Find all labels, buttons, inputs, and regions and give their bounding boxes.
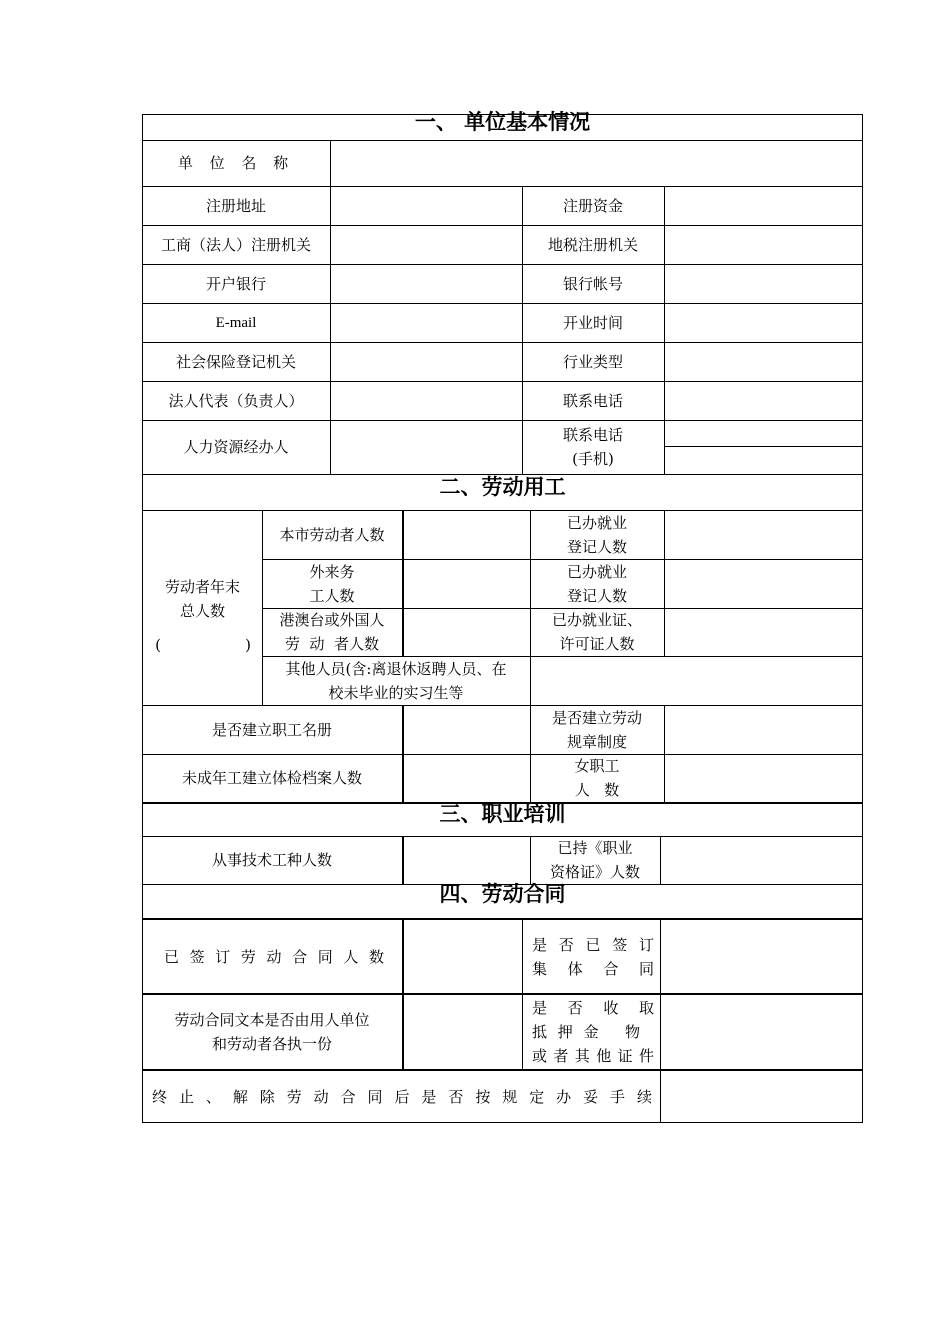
- label-reg-count-2-line2: 登记人数: [566, 586, 627, 605]
- label-reg-count-2-line1: 已办就业: [566, 562, 627, 581]
- label-rules: [530, 705, 664, 754]
- field-phone[interactable]: [665, 382, 862, 420]
- label-outside-workers-line1: 外来务: [309, 562, 355, 581]
- label-unit-name: 单 位 名 称: [177, 154, 295, 172]
- field-local-workers[interactable]: [404, 511, 530, 559]
- label-contract-copies-line1: 劳动合同文本是否由用人单位: [174, 1011, 370, 1029]
- field-roster[interactable]: [404, 706, 530, 754]
- label-collective-contract: [532, 920, 654, 993]
- field-deposit[interactable]: [661, 995, 862, 1069]
- field-legal-rep[interactable]: [331, 382, 522, 420]
- label-email: E-mail: [215, 314, 257, 331]
- field-minor-exam[interactable]: [404, 755, 530, 802]
- label-deposit: [532, 995, 654, 1069]
- label-permit-count: [530, 608, 664, 656]
- field-bank[interactable]: [331, 265, 522, 303]
- label-foreign-workers-line2: 劳 动 者人数: [284, 635, 380, 653]
- field-reg-count-1[interactable]: [665, 511, 862, 559]
- label-permit-count-line1: 已办就业证、: [551, 611, 642, 629]
- label-other-workers-line2: 校未毕业的实习生等: [328, 683, 464, 702]
- total-paren-close: ): [245, 636, 251, 654]
- total-paren-open: (: [155, 636, 161, 654]
- label-deposit-line2: 抵押金 物: [532, 1023, 640, 1041]
- label-biz-reg-authority: 工商（法人）注册机关: [160, 235, 311, 254]
- label-collective-contract-line1: 是否已签订: [532, 935, 654, 954]
- rule: [522, 918, 523, 1070]
- label-other-workers-line1: 其他人员(含:离退休返聘人员、在: [285, 659, 507, 678]
- label-rules-line2: 规章制度: [566, 732, 627, 751]
- label-cert-holders-line2: 资格证》人数: [549, 863, 640, 881]
- label-cert-holders-line1: 已持《职业: [557, 839, 633, 857]
- label-reg-count-1-line1: 已办就业: [566, 513, 627, 532]
- label-other-workers: [262, 656, 530, 705]
- label-termination-text: 终止、解除劳动合同后是否按规定办妥手续: [152, 1087, 652, 1106]
- field-foreign-workers[interactable]: [404, 609, 530, 656]
- section-title-labor-employment: 二、劳动用工: [439, 475, 566, 499]
- label-hr-agent: 人力资源经办人: [183, 438, 289, 456]
- label-reg-capital: 注册资金: [562, 196, 623, 215]
- label-outside-workers: [262, 559, 402, 608]
- label-deposit-line1: 是 否 收 取: [532, 999, 654, 1017]
- section-title-labor-contract: 四、劳动合同: [439, 882, 566, 906]
- field-opening-date[interactable]: [665, 304, 862, 342]
- field-tax-reg-authority[interactable]: [665, 226, 862, 264]
- label-deposit-line3: 或者其他证件: [532, 1047, 654, 1065]
- label-reg-count-1-line2: 登记人数: [566, 537, 627, 556]
- label-mobile-line2: (手机): [572, 450, 614, 468]
- field-other-workers[interactable]: [531, 657, 862, 705]
- field-rules[interactable]: [665, 706, 862, 754]
- label-minor-exam: 未成年工建立体检档案人数: [181, 769, 362, 787]
- label-outside-workers-line2: 工人数: [309, 586, 355, 605]
- rule: [862, 114, 863, 1123]
- label-total-workers-line2: 总人数: [179, 602, 225, 620]
- field-signed-contracts[interactable]: [404, 920, 522, 993]
- section-title-vocational-training: 三、职业培训: [439, 802, 566, 826]
- field-email[interactable]: [331, 304, 522, 342]
- label-bank-account: 银行帐号: [562, 274, 623, 293]
- field-female-workers[interactable]: [665, 755, 862, 802]
- label-foreign-workers-line1: 港澳台或外国人: [279, 611, 385, 629]
- field-total-workers[interactable]: [166, 633, 242, 657]
- label-tax-reg-authority: 地税注册机关: [547, 235, 638, 254]
- field-collective-contract[interactable]: [661, 920, 862, 993]
- label-bank: 开户银行: [205, 274, 266, 293]
- field-unit-name[interactable]: [331, 141, 862, 186]
- field-mobile-1[interactable]: [665, 421, 862, 446]
- label-social-security-authority: 社会保险登记机关: [175, 352, 296, 371]
- label-reg-count-1: [530, 510, 664, 559]
- label-permit-count-line2: 许可证人数: [559, 635, 635, 653]
- label-total-workers: [143, 511, 262, 705]
- field-contract-copies[interactable]: [404, 995, 522, 1069]
- label-signed-contracts: [164, 920, 384, 993]
- label-legal-rep: 法人代表（负责人）: [168, 391, 304, 410]
- label-female-workers-line1: 女职工: [574, 757, 620, 775]
- label-female-workers-line2: 人 数: [574, 781, 620, 799]
- field-termination[interactable]: [661, 1071, 862, 1122]
- label-signed-contracts-text: 已签订劳动合同人数: [164, 947, 384, 966]
- label-contract-copies: [142, 995, 402, 1069]
- field-reg-address[interactable]: [331, 187, 522, 225]
- label-termination: [152, 1071, 652, 1122]
- label-local-workers: 本市劳动者人数: [279, 525, 385, 544]
- field-reg-capital[interactable]: [665, 187, 862, 225]
- label-collective-contract-line2: 集 体 合 同: [532, 959, 654, 978]
- label-industry-type: 行业类型: [562, 352, 623, 371]
- label-phone: 联系电话: [562, 391, 623, 410]
- field-bank-account[interactable]: [665, 265, 862, 303]
- label-contract-copies-line2: 和劳动者各执一份: [211, 1035, 332, 1053]
- label-opening-date: 开业时间: [562, 313, 623, 332]
- field-biz-reg-authority[interactable]: [331, 226, 522, 264]
- label-total-workers-line1: 劳动者年末: [164, 578, 240, 596]
- label-rules-line1: 是否建立劳动: [551, 708, 642, 727]
- field-permit-count[interactable]: [665, 609, 862, 656]
- label-reg-count-2: [530, 559, 664, 608]
- field-outside-workers[interactable]: [404, 560, 530, 608]
- label-tech-workers: 从事技术工种人数: [211, 851, 332, 869]
- field-social-security-authority[interactable]: [331, 343, 522, 381]
- label-roster: 是否建立职工名册: [211, 720, 332, 739]
- label-reg-address: 注册地址: [205, 196, 266, 215]
- label-mobile: [522, 420, 664, 474]
- label-foreign-workers: [262, 608, 402, 656]
- label-female-workers: [530, 754, 664, 802]
- field-reg-count-2[interactable]: [665, 560, 862, 608]
- field-industry-type[interactable]: [665, 343, 862, 381]
- label-mobile-line1: 联系电话: [562, 426, 623, 444]
- rule: [142, 1122, 863, 1123]
- field-hr-agent[interactable]: [331, 421, 522, 474]
- section-title-basic-info: 一、 单位基本情况: [414, 110, 591, 134]
